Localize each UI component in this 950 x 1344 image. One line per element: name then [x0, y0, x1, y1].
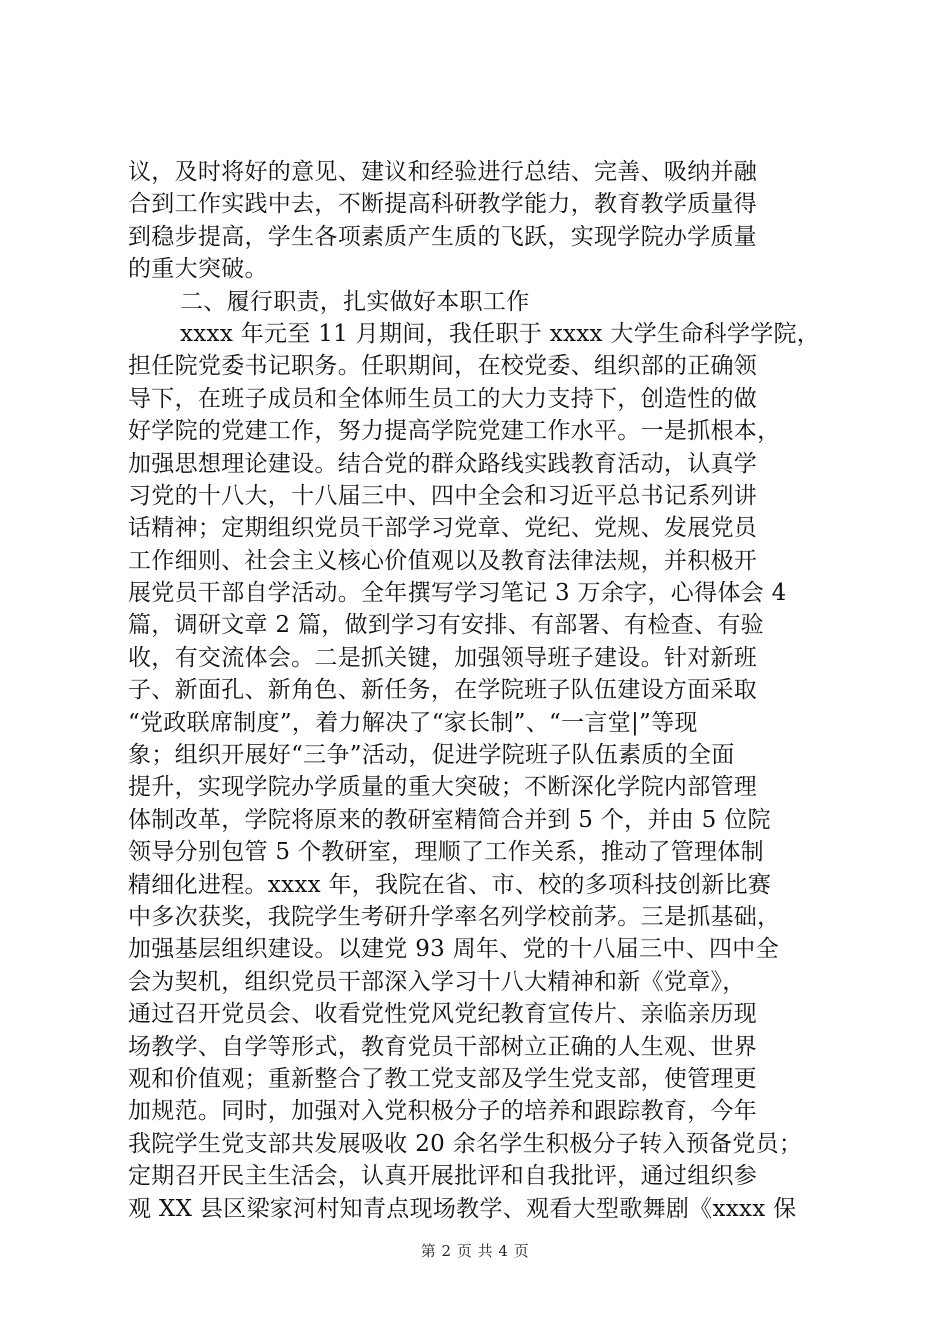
text-line: 加规范。同时，加强对入党积极分子的培养和跟踪教育，今年	[128, 1098, 758, 1125]
text-line: 话精神；定期组织党员干部学习党章、党纪、党规、发展党员	[128, 515, 758, 542]
text-line: 习党的十八大，十八届三中、四中全会和习近平总书记系列讲	[128, 482, 758, 509]
text-line: 观和价值观；重新整合了教工党支部及学生党支部，使管理更	[128, 1065, 758, 1092]
text-line: 担任院党委书记职务。任职期间，在校党委、组织部的正确领	[128, 353, 758, 380]
text-line: 议，及时将好的意见、建议和经验进行总结、完善、吸纳并融	[128, 159, 758, 185]
text-line: 展党员干部自学活动。全年撰写学习笔记 3 万余字，心得体会 4	[128, 580, 787, 607]
text-line: 体制改革，学院将原来的教研室精简合并到 5 个，并由 5 位院	[128, 806, 771, 833]
text-line: 篇，调研文章 2 篇，做到学习有安排、有部署、有检查、有验	[128, 612, 764, 639]
page-number-footer: 第 2 页 共 4 页	[420, 1242, 530, 1260]
text-line: 好学院的党建工作，努力提高学院党建工作水平。一是抓根本，	[128, 418, 781, 445]
text-line: 场教学、自学等形式，教育党员干部树立正确的人生观、世界	[128, 1033, 758, 1060]
text-line: xxxx 年元至 11 月期间，我任职于 xxxx 大学生命科学学院，	[180, 320, 821, 347]
section-heading: 二、履行职责，扎实做好本职工作	[180, 288, 530, 315]
document-body	[128, 156, 848, 1225]
text-line: 加强思想理论建设。结合党的群众路线实践教育活动，认真学	[128, 450, 758, 477]
text-line: 导下，在班子成员和全体师生员工的大力支持下，创造性的做	[128, 385, 758, 412]
text-line: 观 XX 县区梁家河村知青点现场教学、观看大型歌舞剧《xxxx 保	[128, 1195, 797, 1222]
text-line: 我院学生党支部共发展吸收 20 余名学生积极分子转入预备党员；	[128, 1130, 803, 1157]
text-line: 合到工作实践中去，不断提高科研教学能力，教育教学质量得	[128, 191, 758, 218]
text-line: 通过召开党员会、收看党性党风党纪教育宣传片、亲临亲历现	[128, 1001, 758, 1028]
text-line: 领导分别包管 5 个教研室，理顺了工作关系，推动了管理体制	[128, 839, 764, 866]
text-line: “党政联席制度”，着力解决了“家长制”、“一言堂|”等现	[128, 709, 698, 736]
text-line: 到稳步提高，学生各项素质产生质的飞跃，实现学院办学质量	[128, 223, 758, 250]
text-line: 中多次获奖，我院学生考研升学率名列学校前茅。三是抓基础，	[128, 903, 781, 930]
text-line: 工作细则、社会主义核心价值观以及教育法律法规，并积极开	[128, 547, 758, 574]
text-line: 精细化进程。xxxx 年，我院在省、市、校的多项科技创新比赛	[128, 871, 772, 898]
text-line: 提升，实现学院办学质量的重大突破；不断深化学院内部管理	[128, 774, 758, 801]
text-line: 象；组织开展好“三争”活动，促进学院班子队伍素质的全面	[128, 742, 735, 769]
text-line: 子、新面孔、新角色、新任务，在学院班子队伍建设方面采取	[128, 677, 758, 704]
text-line: 会为契机，组织党员干部深入学习十八大精神和新《党章》，	[128, 968, 746, 995]
text-line: 收，有交流体会。二是抓关键，加强领导班子建设。针对新班	[128, 644, 758, 671]
text-line: 定期召开民主生活会，认真开展批评和自我批评，通过组织参	[128, 1163, 758, 1190]
text-line: 的重大突破。	[128, 256, 268, 283]
text-line: 加强基层组织建设。以建党 93 周年、党的十八届三中、四中全	[128, 936, 779, 963]
